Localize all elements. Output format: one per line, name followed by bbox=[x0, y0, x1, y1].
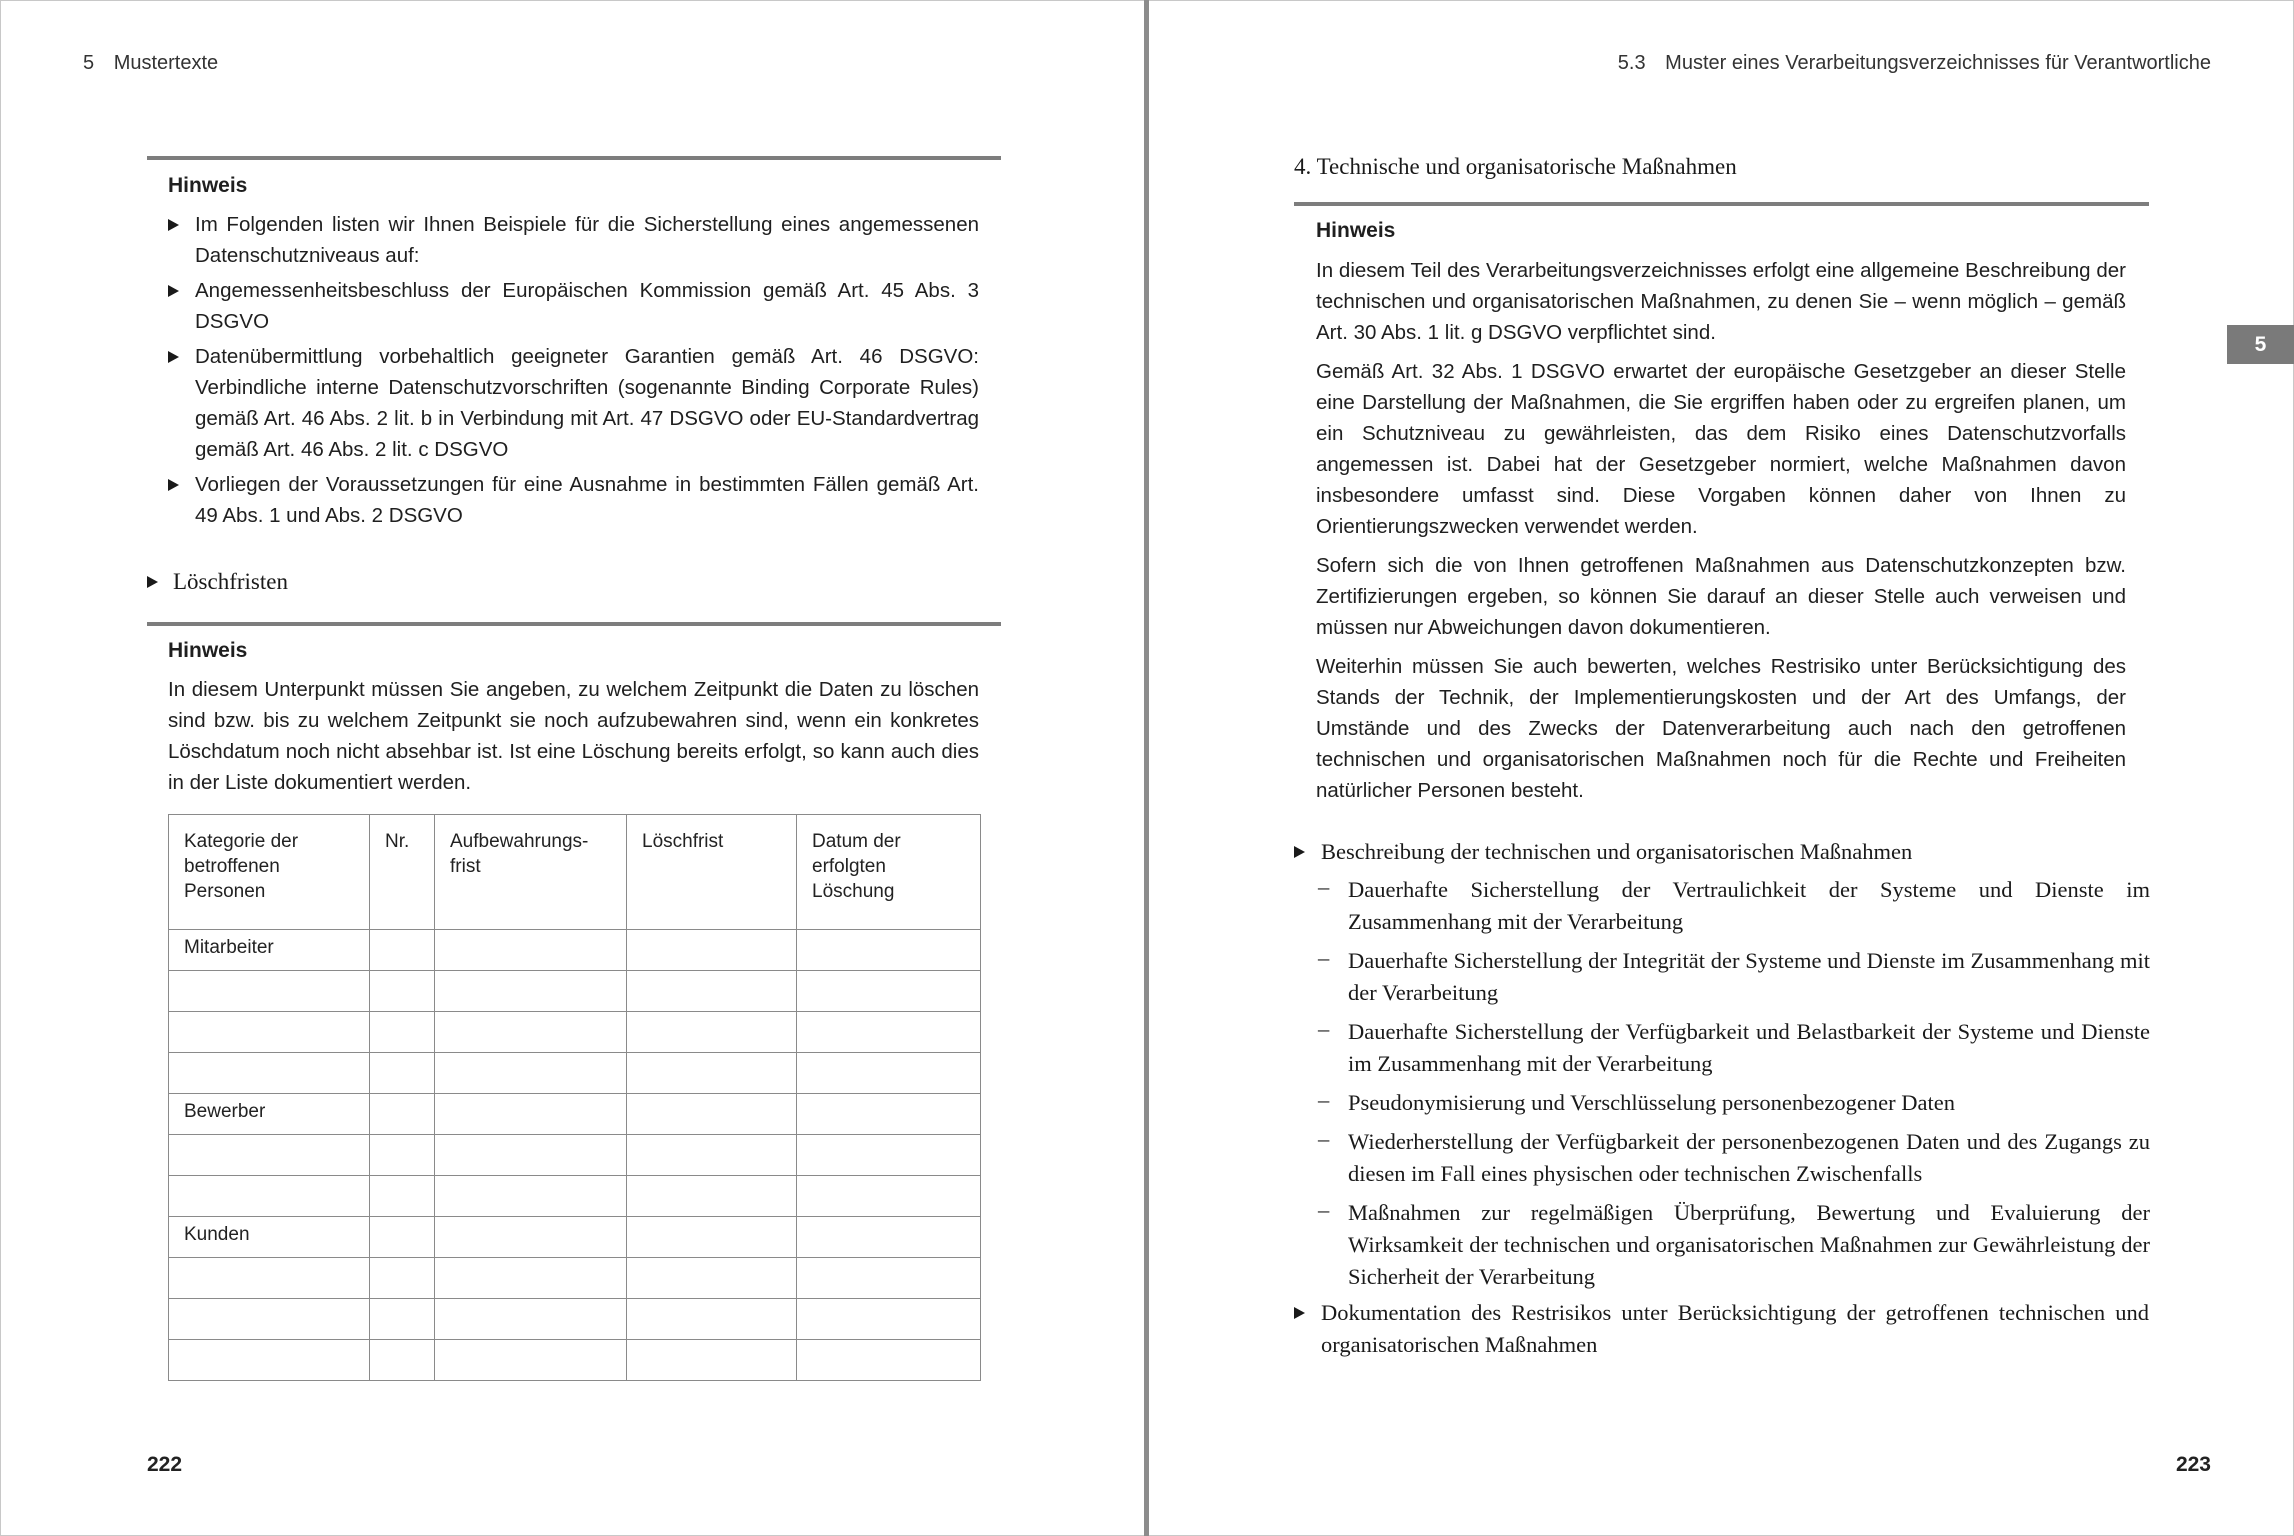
hinweis-bullet-4: Vorliegen der Voraussetzungen für eine Ausnahme in bestimmten Fällen gemäß Art. 49 Abs. 1 und Abs. 2 DSGVO bbox=[195, 473, 979, 527]
dash-marker: – bbox=[1318, 874, 1330, 899]
bullet-marker bbox=[168, 219, 179, 231]
table-row bbox=[169, 1012, 981, 1053]
running-head-left bbox=[83, 52, 218, 75]
dash-item: Dauerhafte Sicherstellung der Integrität der Systeme und Dienste im Zusammenhang mit der Verarbeitung bbox=[1348, 948, 2150, 1005]
dash-marker: – bbox=[1318, 1197, 1330, 1222]
page-number-right: 223 bbox=[2175, 1453, 2211, 1476]
dash-marker: – bbox=[1318, 1126, 1330, 1151]
table-row bbox=[169, 1258, 981, 1299]
section-loeschfristen: Löschfristen bbox=[173, 569, 288, 594]
table-row bbox=[169, 1053, 981, 1094]
hinweis-heading: Hinweis bbox=[168, 639, 248, 662]
dash-item: Pseudonymisierung und Verschlüsselung personenbezogener Daten bbox=[1348, 1090, 1955, 1115]
hinweis-heading: Hinweis bbox=[168, 174, 248, 197]
section-number: 5.3 bbox=[1617, 52, 1646, 74]
table-row bbox=[169, 1217, 981, 1258]
running-head-right bbox=[1618, 52, 2211, 75]
hinweis-bullet-1: Im Folgenden listen wir Ihnen Beispiele für die Sicherstellung eines angemessenen Datenschutzniveaus auf: bbox=[195, 213, 979, 267]
bullet-dokumentation: Dokumentation des Restrisikos unter Berücksichtigung der getroffenen technischen und organisatorischen Maßnahmen bbox=[1321, 1300, 2149, 1357]
hinweis-heading: Hinweis bbox=[1316, 219, 1396, 242]
hinweis-bullet-3: Datenübermittlung vorbehaltlich geeigneter Garantien gemäß Art. 46 DSGVO: Verbindliche interne Datenschutzvorschriften (sogenannte Binding Corporate Rules) gemäß Art. 46 Abs. 2 lit. b in Verbindung mit Art. 47 DSGVO oder EU-Standardvertrag gemäß Art. 46 Abs. 2 lit. c DSGVO bbox=[195, 345, 979, 461]
bullet-marker bbox=[168, 351, 179, 363]
table-cell bbox=[169, 1053, 370, 1094]
table-cell bbox=[169, 1012, 370, 1053]
table-cell bbox=[169, 1340, 370, 1381]
table-header-cell: Kategorie der betroffenen Personen bbox=[169, 815, 370, 930]
dash-item: Maßnahmen zur regelmäßigen Überprüfung, Bewertung und Evaluierung der Wirksamkeit der technischen und organisatorischen Maßnahmen zur Gewährleistung der Sicherheit der Verarbeitung bbox=[1348, 1200, 2150, 1289]
bullet-marker bbox=[147, 576, 158, 588]
bullet-marker bbox=[1294, 1307, 1305, 1319]
table-cell bbox=[169, 971, 370, 1012]
table-header-cell: Datum der erfolgten Löschung bbox=[797, 815, 981, 930]
left-page bbox=[0, 0, 1144, 1536]
table-header-row bbox=[169, 815, 981, 930]
section-title: Muster eines Verarbeitungsverzeichnisses für Verantwortliche bbox=[1665, 52, 2211, 74]
dash-marker: – bbox=[1318, 945, 1330, 970]
section-heading: 4. Technische und organisatorische Maßnahmen bbox=[1294, 154, 1737, 179]
table-header-cell: Löschfrist bbox=[627, 815, 797, 930]
table-row bbox=[169, 1299, 981, 1340]
bullet-beschreibung: Beschreibung der technischen und organisatorischen Maßnahmen bbox=[1321, 839, 1913, 864]
dash-marker: – bbox=[1318, 1087, 1330, 1112]
hinweis-text: In diesem Unterpunkt müssen Sie angeben, zu welchem Zeitpunkt die Daten zu löschen sind bzw. bis zu welchem Zeitpunkt sie noch aufzubewahren sind, wenn ein konkretes Löschdatum noch nicht absehbar ist. Ist eine Löschung bereits erfolgt, so kann auch dies in der Liste dokumentiert werden. bbox=[168, 678, 979, 794]
hinweis-rule bbox=[1294, 202, 2149, 206]
page-number-left: 222 bbox=[147, 1453, 183, 1476]
dash-item: Wiederherstellung der Verfügbarkeit der personenbezogenen Daten und des Zugangs zu diesen im Fall eines physischen oder technischen Zwischenfalls bbox=[1348, 1129, 2150, 1186]
bullet-marker bbox=[1294, 846, 1305, 858]
book-spine bbox=[1144, 0, 1149, 1536]
hinweis-paragraph: Gemäß Art. 32 Abs. 1 DSGVO erwartet der europäische Gesetzgeber an dieser Stelle eine Darstellung der Maßnahmen, die Sie ergriffen haben oder zu ergreifen planen, um ein Schutzniveau zu gewährleisten, das dem Risiko eines Datenschutzvorfalls angemessen ist. Dabei hat der Gesetzgeber normiert, welche Maßnahmen davon insbesondere umfasst sind. Diese Vorgaben können daher von Ihnen zu Orientierungszwecken verwendet werden. bbox=[1316, 360, 2126, 538]
loeschfristen-table bbox=[168, 814, 981, 1381]
chapter-thumb-tab: 5 bbox=[2227, 325, 2294, 364]
table-cell: Bewerber bbox=[169, 1094, 370, 1135]
table-cell: Mitarbeiter bbox=[169, 930, 370, 971]
table-header-cell: Aufbewahrungs-frist bbox=[435, 815, 627, 930]
table-cell bbox=[169, 1258, 370, 1299]
chapter-number: 5 bbox=[83, 52, 95, 74]
bullet-marker bbox=[168, 479, 179, 491]
bullet-marker bbox=[168, 285, 179, 297]
table-cell bbox=[169, 1135, 370, 1176]
chapter-title: Mustertexte bbox=[113, 52, 219, 74]
table-row bbox=[169, 1135, 981, 1176]
dash-marker: – bbox=[1318, 1016, 1330, 1041]
table-cell: Kunden bbox=[169, 1217, 370, 1258]
table-cell bbox=[169, 1176, 370, 1217]
hinweis-paragraphs bbox=[1316, 255, 2126, 814]
table-row bbox=[169, 971, 981, 1012]
table-row bbox=[169, 1340, 981, 1381]
hinweis-paragraph: Sofern sich die von Ihnen getroffenen Maßnahmen aus Datenschutzkonzepten bzw. Zertifizierungen ergeben, so können Sie darauf an dieser Stelle auch verweisen und müssen nur Abweichungen davon dokumentieren. bbox=[1316, 554, 2126, 639]
table-cell bbox=[169, 1299, 370, 1340]
hinweis-paragraph: In diesem Teil des Verarbeitungsverzeichnisses erfolgt eine allgemeine Beschreibung der technischen und organisatorischen Maßnahmen, zu denen Sie – wenn möglich – gemäß Art. 30 Abs. 1 lit. g DSGVO verpflichtet sind. bbox=[1316, 259, 2126, 344]
table-header-cell: Nr. bbox=[370, 815, 435, 930]
hinweis-bullet-2: Angemessenheitsbeschluss der Europäischen Kommission gemäß Art. 45 Abs. 3 DSGVO bbox=[195, 279, 979, 333]
table-row bbox=[169, 930, 981, 971]
hinweis-rule bbox=[147, 622, 1001, 626]
dash-item: Dauerhafte Sicherstellung der Verfügbarkeit und Belastbarkeit der Systeme und Dienste im Zusammenhang mit der Verarbeitung bbox=[1348, 1019, 2150, 1076]
dash-item: Dauerhafte Sicherstellung der Vertraulichkeit der Systeme und Dienste im Zusammenhang mit der Verarbeitung bbox=[1348, 877, 2150, 934]
hinweis-rule bbox=[147, 156, 1001, 160]
table-row bbox=[169, 1176, 981, 1217]
table-row bbox=[169, 1094, 981, 1135]
hinweis-paragraph: Weiterhin müssen Sie auch bewerten, welches Restrisiko unter Berücksichtigung des Stands der Technik, der Implementierungskosten und der Art des Umfangs, der Umstände und des Zwecks der Datenverarbeitung auch nach den getroffenen technischen und organisatorischen Maßnahmen noch für die Rechte und Freiheiten natürlicher Personen besteht. bbox=[1316, 655, 2126, 802]
